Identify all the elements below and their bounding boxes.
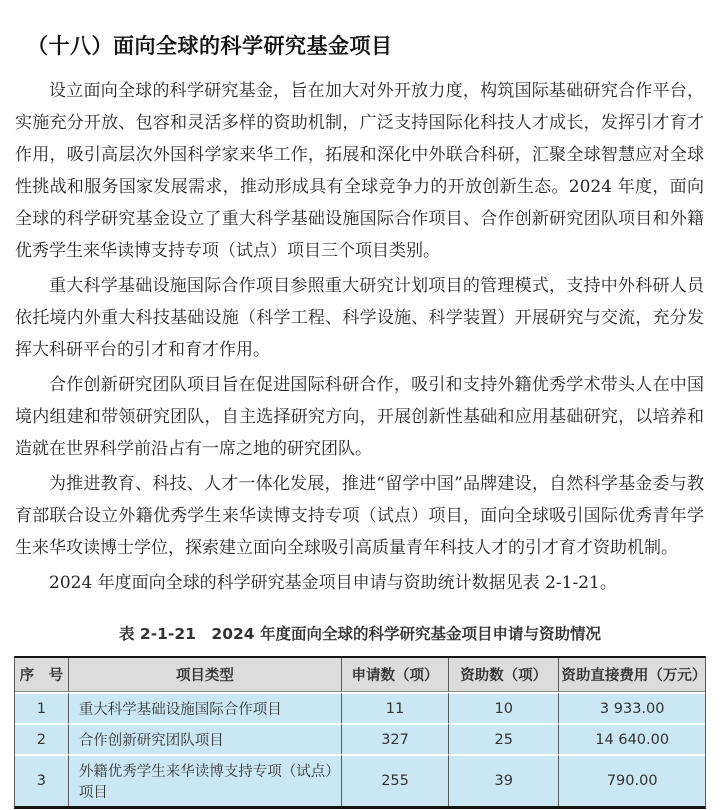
- paragraph: 设立面向全球的科学研究基金，旨在加大对外开放力度，构筑国际基础研究合作平台，实施充分开放、包容和灵活多样的资助机制，广泛支持国际化科技人才成长，发挥引才育才作用，吸引高层次外国科学家来华工作，拓展和深化中外联合科研，汇聚全球智慧应对全球性挑战和服务国家发展需求，推动形成具有全球竞争力的开放创新生态。2024 年度，面向全球的科学研究基金设立了重大科学基础设施国际合作项目、合作创新研究团队项目和外籍优秀学生来华读博支持专项（试点）项目三个项目类别。: [15, 81, 704, 261]
- body-text: [15, 75, 704, 599]
- funding-statistics-table: [14, 656, 706, 809]
- table-row: [15, 692, 705, 723]
- cell-applications: 327: [342, 723, 449, 754]
- cell-funded: 39: [449, 754, 559, 806]
- paragraph: 重大科学基础设施国际合作项目参照重大研究计划项目的管理模式，支持中外科研人员依托境内外重大科技基础设施（科学工程、科学设施、科学装置）开展研究与交流，充分发挥大科研平台的引才和育才作用。: [15, 276, 704, 360]
- cell-index: 3: [15, 754, 69, 806]
- paragraph: 2024 年度面向全球的科学研究基金项目申请与资助统计数据见表 2-1-21。: [49, 573, 617, 593]
- cell-funded: 25: [449, 723, 559, 754]
- column-header-project-type: 项目类型: [69, 658, 342, 692]
- cell-direct-cost: 3 933.00: [559, 692, 705, 723]
- cell-index: 2: [15, 723, 69, 754]
- document-page: [0, 30, 720, 810]
- column-header-direct-cost: 资助直接费用（万元）: [559, 658, 705, 692]
- cell-applications: 255: [342, 754, 449, 806]
- cell-project-type: 外籍优秀学生来华读博支持专项（试点）项目: [69, 754, 342, 806]
- table-header-row: [15, 658, 705, 692]
- cell-direct-cost: 790.00: [559, 754, 705, 806]
- cell-project-type: 合作创新研究团队项目: [69, 723, 342, 754]
- table-row: [15, 754, 705, 806]
- cell-index: 1: [15, 692, 69, 723]
- paragraph: 合作创新研究团队项目旨在促进国际科研合作，吸引和支持外籍优秀学术带头人在中国境内组建和带领研究团队，自主选择研究方向，开展创新性基础和应用基础研究，以培养和造就在世界科学前沿占有一席之地的研究团队。: [15, 375, 704, 459]
- cell-applications: 11: [342, 692, 449, 723]
- column-header-index: 序 号: [15, 658, 69, 692]
- column-header-funded: 资助数（项）: [449, 658, 559, 692]
- cell-project-type: 重大科学基础设施国际合作项目: [69, 692, 342, 723]
- table-caption: 表 2-1-21 2024 年度面向全球的科学研究基金项目申请与资助情况: [119, 625, 601, 643]
- cell-funded: 10: [449, 692, 559, 723]
- column-header-applications: 申请数（项）: [342, 658, 449, 692]
- section-title: （十八）面向全球的科学研究基金项目: [27, 34, 393, 58]
- table-row: [15, 723, 705, 754]
- paragraph: 为推进教育、科技、人才一体化发展，推进“留学中国”品牌建设，自然科学基金委与教育部联合设立外籍优秀学生来华读博支持专项（试点）项目，面向全球吸引国际优秀青年学生来华攻读博士学位，探索建立面向全球吸引高质量青年科技人才的引才育才资助机制。: [15, 474, 704, 558]
- cell-direct-cost: 14 640.00: [559, 723, 705, 754]
